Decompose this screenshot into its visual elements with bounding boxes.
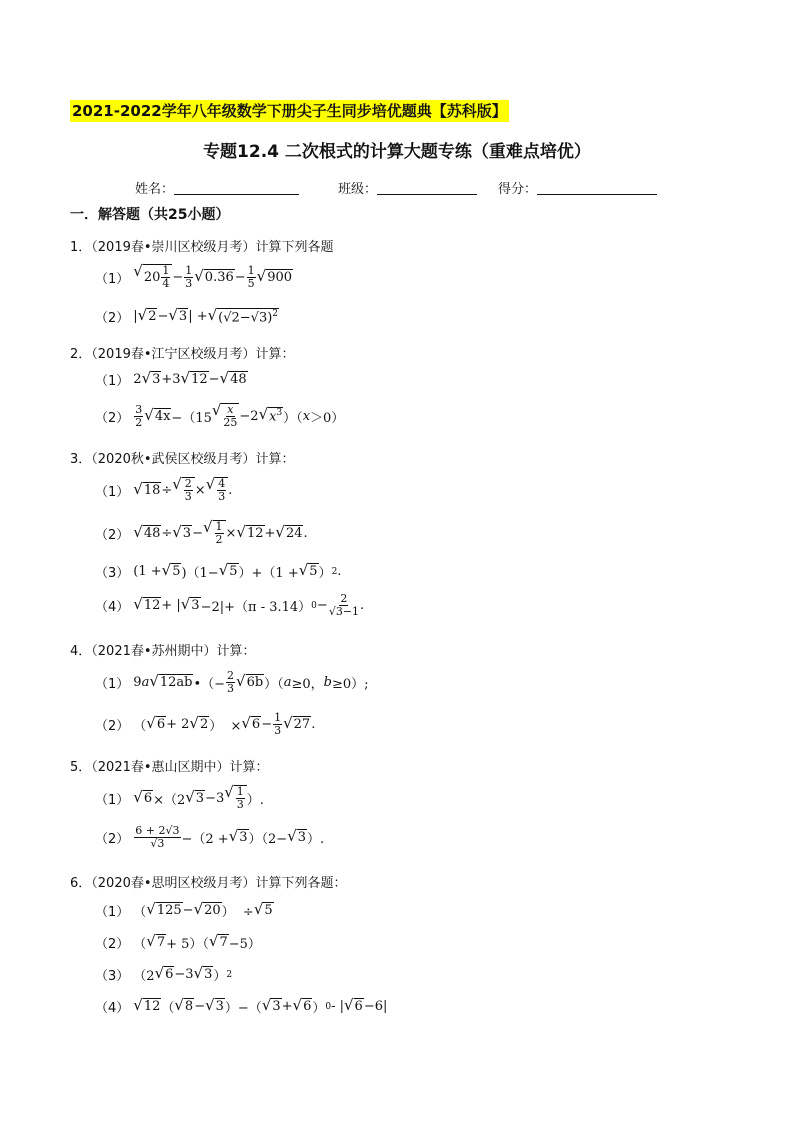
class-field[interactable] — [338, 178, 477, 197]
question-5-head: 5．（2021春•惠山区期中）计算： — [70, 760, 269, 775]
math-expression: √ 12 + | √ 3 −2|+（π - 3.14） 0 − $\frac{2}{√3-1}$ . — [133, 592, 365, 619]
question-4-part-2: （2） （ √ 6 + 2 √ 2 ） × √ 6 − $\frac{1}{3}$ √ 27 . — [95, 711, 316, 738]
question-2-part-2: （2） $\frac{3}{2}$ √ 4x −（15 √ $\frac{x}{25}$ −2 √ $x^3$ ）（ x ＞0） — [95, 401, 345, 430]
question-3-part-3: （3） (1 + √ 5 )（1− √ 5 ）+（1 + √ 5 ） 2 . — [95, 561, 342, 581]
question-1-part-2: （2） | √ 2 − √ 3 | + √ $(√2-√3)^2$ — [95, 305, 279, 326]
name-field[interactable] — [135, 178, 299, 197]
question-1-head: 1．（2019春•崇川区校级月考）计算下列各题 — [70, 240, 334, 255]
math-expression: 2 √ 3 +3 √ 12 − √ 48 — [133, 369, 247, 388]
math-expression: $\frac{6 + 2√3}{√3}$ −（2 + √ 3 ）（2− √ 3 ）. — [135, 824, 325, 851]
math-expression: 9 a √ 12ab •（− $\frac{2}{3}$ √ 6b ）（ a ≥0， b ≥0）; — [133, 669, 369, 696]
name-label: 姓名： — [135, 182, 175, 197]
question-2-head: 2．（2019春•江宁区校级月考）计算： — [70, 347, 295, 362]
math-expression: （ √ 125 − √ 20 ） ÷ √ 5 — [133, 900, 273, 920]
question-5-part-1: （1） √ 6 ×（2 √ 3 −3 √ $\frac{1}{3}$ ）. — [95, 783, 264, 812]
section-heading: 一．解答题（共25小题） — [70, 207, 230, 223]
name-blank[interactable] — [174, 182, 299, 195]
question-1-part-1: （1） √ 20 $\frac{1}{4}$ − $\frac{1}{3}$ √ 0.36 − $\frac{1}{5}$ √ 900 — [95, 262, 293, 291]
math-expression: | √ 2 − √ 3 | + √ $(√2-√3)^2$ — [133, 305, 279, 325]
question-2-part-1: （1） 2 √ 3 +3 √ 12 − √ 48 — [95, 369, 247, 389]
class-blank[interactable] — [377, 182, 477, 195]
question-6-head: 6．（2020春•思明区校级月考）计算下列各题： — [70, 876, 347, 891]
question-4-head: 4．（2021春•苏州期中）计算： — [70, 644, 256, 659]
math-expression: √ 6 ×（2 √ 3 −3 √ $\frac{1}{3}$ ）. — [133, 783, 264, 812]
question-3-part-4: （4） √ 12 + | √ 3 −2|+（π - 3.14） 0 − $\frac{2}{√3-1}$ . — [95, 592, 365, 619]
question-6-part-4: （4） √ 12 （ √ 8 − √ 3 ）−（ √ 3 + √ 6 ） 0 - | √ 6 −6| — [95, 996, 388, 1016]
question-5-part-2: （2） $\frac{6 + 2√3}{√3}$ −（2 + √ 3 ）（2− √ 3 ）. — [95, 824, 325, 851]
math-expression: (1 + √ 5 )（1− √ 5 ）+（1 + √ 5 ） 2 . — [133, 561, 342, 581]
question-4-part-1: （1） 9 a √ 12ab •（− $\frac{2}{3}$ √ 6b ）（ a ≥0， b ≥0）; — [95, 669, 369, 696]
question-3-head: 3．（2020秋•武侯区校级月考）计算： — [70, 452, 295, 467]
page-title: 专题12.4 二次根式的计算大题专练（重难点培优） — [203, 142, 591, 162]
math-expression: √ 12 （ √ 8 − √ 3 ）−（ √ 3 + √ 6 ） 0 - | √ 6 −6| — [133, 996, 388, 1016]
math-expression: （2 √ 6 −3 √ 3 ） 2 — [133, 964, 233, 984]
question-6-part-3: （3） （2 √ 6 −3 √ 3 ） 2 — [95, 964, 233, 984]
math-expression: （ √ 6 + 2 √ 2 ） × √ 6 − $\frac{1}{3}$ √ 27 . — [133, 711, 316, 738]
score-blank[interactable] — [537, 182, 657, 195]
math-expression: √ 48 ÷ √ 3 − √ $\frac{1}{2}$ × √ 12 + √ 24 . — [133, 518, 308, 547]
question-3-part-1: （1） √ 18 ÷ √ $\frac{2}{3}$ × √ $\frac{4}{3}$ . — [95, 475, 233, 504]
math-expression: $\frac{3}{2}$ √ 4x −（15 √ $\frac{x}{25}$ −2 √ $x^3$ ）（ x ＞0） — [135, 401, 345, 430]
score-field[interactable] — [498, 178, 657, 197]
math-expression: （ √ 7 + 5）（ √ 7 −5） — [133, 932, 261, 952]
question-6-part-2: （2） （ √ 7 + 5）（ √ 7 −5） — [95, 932, 261, 952]
question-3-part-2: （2） √ 48 ÷ √ 3 − √ $\frac{1}{2}$ × √ 12 + √ 24 . — [95, 518, 308, 547]
math-expression: √ 18 ÷ √ $\frac{2}{3}$ × √ $\frac{4}{3}$ . — [133, 475, 233, 504]
score-label: 得分： — [498, 182, 538, 197]
class-label: 班级： — [338, 182, 378, 197]
subject-banner: 2021-2022学年八年级数学下册尖子生同步培优题典【苏科版】 — [72, 102, 507, 120]
math-expression: √ 20 $\frac{1}{4}$ − $\frac{1}{3}$ √ 0.36 − $\frac{1}{5}$ √ 900 — [133, 262, 293, 291]
question-6-part-1: （1） （ √ 125 − √ 20 ） ÷ √ 5 — [95, 900, 273, 920]
